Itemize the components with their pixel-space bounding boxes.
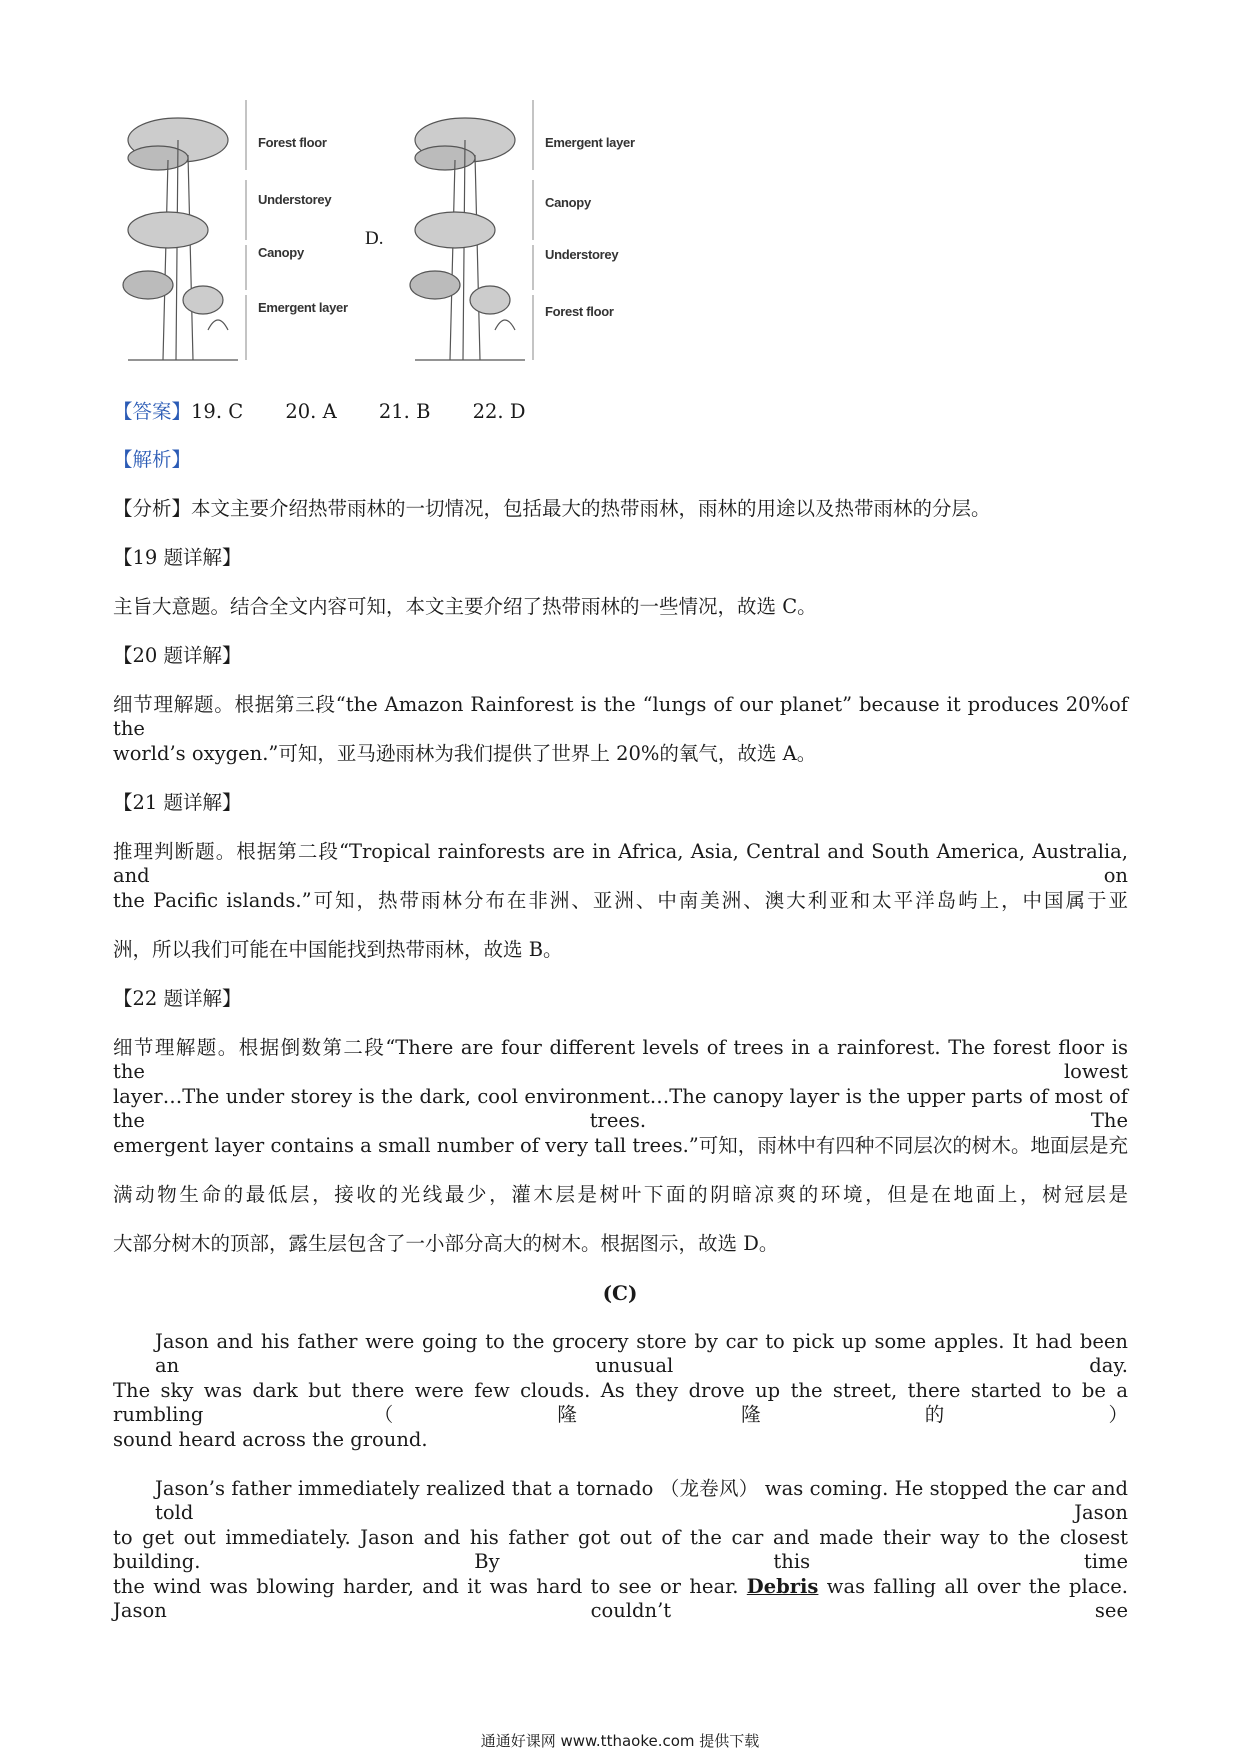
right-layer-label-2: Canopy: [545, 195, 591, 210]
option-d-label: D.: [365, 228, 384, 249]
passage-line-4: Jason’s father immediately realized that a tornado （龙卷风） was coming. He stopped the car and told Jason: [155, 1477, 1128, 1524]
right-layer-label-3: Understorey: [545, 247, 619, 262]
answer-item: 22. D: [472, 400, 526, 423]
q21-heading: 【21 题详解】: [113, 791, 242, 814]
q22-text-line-1: 细节理解题。根据倒数第二段“There are four different levels of trees in a rainforest. The forest floor is the lowest: [113, 1036, 1128, 1083]
passage-line-3: sound heard across the ground.: [113, 1428, 428, 1451]
left-layer-label-1: Forest floor: [258, 135, 327, 150]
q21-text-line-3: 洲，所以我们可能在中国能找到热带雨林，故选 B。: [113, 938, 563, 961]
answer-item: 19. C: [191, 400, 244, 423]
rainforest-figure-option-d: [405, 100, 665, 370]
passage-line-6-start: the wind was blowing harder, and it was hard to see or hear.: [113, 1575, 739, 1598]
q21-text-line-1: 推理判断题。根据第二段“Tropical rainforests are in Africa, Asia, Central and South America, Australia, and on: [113, 840, 1128, 887]
page-footer: 通通好课网 www.tthaoke.com 提供下载: [480, 1732, 760, 1750]
right-layer-label-4: Forest floor: [545, 304, 614, 319]
answer-line: [113, 400, 525, 424]
passage-line-6: [113, 1575, 1128, 1623]
analysis-tag: 【解析】: [113, 448, 192, 471]
section-title: (C): [602, 1281, 638, 1305]
q19-heading: 【19 题详解】: [113, 546, 242, 569]
passage-line-5: to get out immediately. Jason and his father got out of the car and made their way to the closest building. By this time: [113, 1526, 1128, 1573]
q22-heading: 【22 题详解】: [113, 987, 242, 1010]
q20-text-line-2: world’s oxygen.”可知，亚马逊雨林为我们提供了世界上 20%的氧气，故选 A。: [113, 742, 817, 765]
right-layer-label-1: Emergent layer: [545, 135, 635, 150]
underlined-word-debris: Debris: [746, 1575, 819, 1598]
q21-text-line-2: the Pacific islands.”可知，热带雨林分布在非洲、亚洲、中南美洲、澳大利亚和太平洋岛屿上，中国属于亚: [113, 889, 1128, 912]
q22-text-line-4: 满动物生命的最低层，接收的光线最少，灌木层是树叶下面的阴暗凉爽的环境，但是在地面上，树冠层是: [113, 1183, 1128, 1206]
tree-illustration-left: [118, 100, 248, 370]
q20-heading: 【20 题详解】: [113, 644, 242, 667]
passage-line-6-end: was falling all over the place. Jason couldn’t see: [113, 1575, 1129, 1622]
left-layer-label-4: Emergent layer: [258, 300, 348, 315]
left-layer-label-3: Canopy: [258, 245, 304, 260]
answer-item: 21. B: [378, 400, 431, 423]
analysis-summary: 【分析】本文主要介绍热带雨林的一切情况，包括最大的热带雨林，雨林的用途以及热带雨林的分层。: [113, 497, 991, 520]
answer-tag: 【答案】: [113, 400, 192, 423]
left-layer-label-2: Understorey: [258, 192, 332, 207]
q22-text-line-3: emergent layer contains a small number of very tall trees.”可知，雨林中有四种不同层次的树木。地面层是充: [113, 1134, 1128, 1157]
tree-illustration-right: [405, 100, 535, 370]
rainforest-figure-option-c: [118, 100, 378, 370]
q20-text-line-1: 细节理解题。根据第三段“the Amazon Rainforest is the “lungs of our planet” because it produces 20%of the: [113, 693, 1128, 740]
passage-line-2: The sky was dark but there were few clouds. As they drove up the street, there started to be a rumbling （隆隆的）: [113, 1379, 1128, 1426]
q22-text-line-5: 大部分树木的顶部，露生层包含了一小部分高大的树木。根据图示，故选 D。: [113, 1232, 779, 1255]
q19-text: 主旨大意题。结合全文内容可知，本文主要介绍了热带雨林的一些情况，故选 C。: [113, 595, 817, 618]
q22-text-line-2: layer…The under storey is the dark, cool environment…The canopy layer is the upper parts of most of the trees. The: [113, 1085, 1128, 1132]
answer-item: 20. A: [285, 400, 337, 423]
passage-line-1: Jason and his father were going to the grocery store by car to pick up some apples. It had been an unusual day.: [155, 1330, 1128, 1377]
